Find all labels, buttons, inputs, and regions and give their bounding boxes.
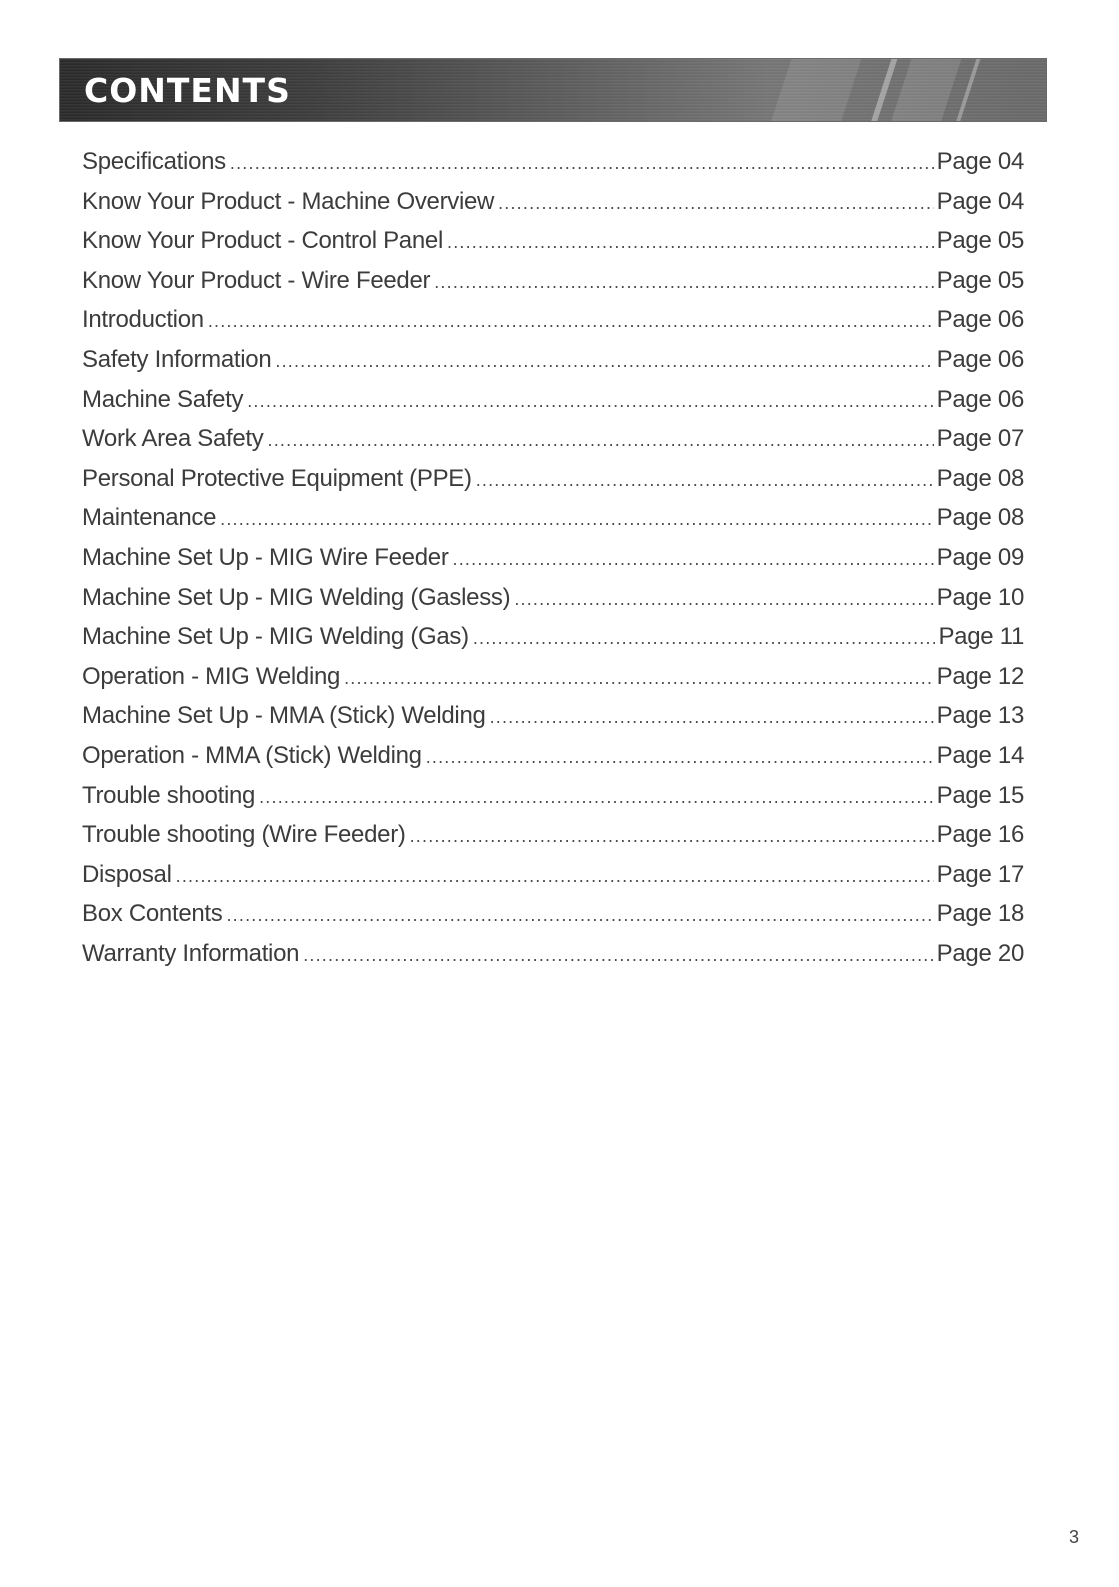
toc-entry-title: Disposal	[82, 860, 172, 888]
toc-entry-title: Box Contents	[82, 900, 223, 928]
toc-entry-title: Machine Safety	[82, 385, 244, 413]
toc-entry-page: Page 06	[936, 345, 1024, 373]
toc-dot-leader	[208, 302, 934, 342]
toc-entry-page: Page 12	[936, 662, 1024, 690]
toc-entry-page: Page 15	[936, 781, 1024, 809]
toc-entry[interactable]	[82, 736, 1024, 776]
toc-entry[interactable]	[82, 776, 1024, 816]
toc-entry[interactable]	[82, 934, 1024, 974]
toc-entry[interactable]	[82, 459, 1024, 499]
toc-entry-title: Know Your Product - Machine Overview	[82, 187, 495, 215]
toc-entry[interactable]	[82, 419, 1024, 459]
toc-dot-leader	[498, 184, 934, 224]
toc-entry-page: Page 14	[936, 741, 1024, 769]
toc-entry-title: Machine Set Up - MIG Wire Feeder	[82, 543, 449, 571]
toc-dot-leader	[275, 342, 933, 382]
toc-entry-title: Safety Information	[82, 345, 272, 373]
toc-dot-leader	[303, 936, 933, 976]
toc-dot-leader	[447, 223, 934, 263]
toc-entry-page: Page 13	[936, 702, 1024, 730]
toc-entry-page: Page 11	[938, 623, 1024, 651]
toc-dot-leader	[473, 619, 936, 659]
toc-entry-title: Trouble shooting (Wire Feeder)	[82, 821, 406, 849]
toc-entry-page: Page 09	[936, 543, 1024, 571]
toc-entry-page: Page 04	[936, 187, 1024, 215]
toc-entry-page: Page 06	[936, 306, 1024, 334]
toc-dot-leader	[268, 421, 934, 461]
toc-entry[interactable]	[82, 657, 1024, 697]
toc-entry[interactable]	[82, 261, 1024, 301]
toc-dot-leader	[344, 659, 934, 699]
toc-entry-page: Page 16	[936, 821, 1024, 849]
toc-dot-leader	[476, 461, 934, 501]
toc-entry[interactable]	[82, 182, 1024, 222]
toc-entry-page: Page 06	[936, 385, 1024, 413]
page-title: CONTENTS	[84, 71, 291, 110]
toc-entry-title: Personal Protective Equipment (PPE)	[82, 464, 472, 492]
toc-entry[interactable]	[82, 855, 1024, 895]
header-decor-stripe	[765, 58, 864, 122]
toc-entry-title: Maintenance	[82, 504, 217, 532]
toc-entry-title: Work Area Safety	[82, 425, 264, 453]
toc-entry[interactable]	[82, 538, 1024, 578]
toc-entry-page: Page 05	[936, 227, 1024, 255]
toc-entry[interactable]	[82, 815, 1024, 855]
toc-entry-page: Page 20	[936, 939, 1024, 967]
toc-dot-leader	[410, 817, 934, 857]
toc-entry-title: Introduction	[82, 306, 204, 334]
toc-entry-title: Trouble shooting	[82, 781, 256, 809]
toc-entry-page: Page 08	[936, 504, 1024, 532]
toc-entry-page: Page 17	[936, 860, 1024, 888]
toc-entry[interactable]	[82, 696, 1024, 736]
contents-header-bar	[59, 58, 1047, 122]
toc-dot-leader	[453, 540, 934, 580]
toc-entry[interactable]	[82, 142, 1024, 182]
toc-entry[interactable]	[82, 498, 1024, 538]
toc-entry-page: Page 18	[936, 900, 1024, 928]
toc-entry-page: Page 04	[936, 148, 1024, 175]
page-number: 3	[1068, 1527, 1079, 1547]
toc-dot-leader	[247, 382, 933, 422]
toc-entry-title: Machine Set Up - MIG Welding (Gas)	[82, 623, 469, 651]
toc-entry-title: Machine Set Up - MMA (Stick) Welding	[82, 702, 486, 730]
toc-entry[interactable]	[82, 617, 1024, 657]
toc-entry-title: Warranty Information	[82, 939, 300, 967]
toc-dot-leader	[259, 778, 934, 818]
table-of-contents	[82, 142, 1024, 973]
toc-entry[interactable]	[82, 578, 1024, 618]
toc-dot-leader	[230, 144, 934, 184]
toc-dot-leader	[514, 580, 933, 620]
toc-dot-leader	[226, 896, 933, 936]
toc-entry-title: Machine Set Up - MIG Welding (Gasless)	[82, 583, 511, 611]
toc-entry-page: Page 10	[936, 583, 1024, 611]
toc-entry[interactable]	[82, 380, 1024, 420]
toc-dot-leader	[426, 738, 934, 778]
toc-entry-page: Page 08	[936, 464, 1024, 492]
toc-dot-leader	[220, 500, 934, 540]
toc-dot-leader	[176, 857, 934, 897]
toc-entry-title: Operation - MIG Welding	[82, 662, 341, 690]
toc-entry-title: Know Your Product - Control Panel	[82, 227, 443, 255]
toc-entry-page: Page 05	[936, 266, 1024, 294]
toc-entry[interactable]	[82, 221, 1024, 261]
toc-entry-title: Operation - MMA (Stick) Welding	[82, 741, 422, 769]
header-decor-stripe	[885, 58, 964, 122]
toc-dot-leader	[434, 263, 933, 303]
toc-entry-title: Specifications	[82, 148, 226, 175]
toc-entry-page: Page 07	[936, 425, 1024, 453]
toc-dot-leader	[490, 698, 934, 738]
toc-entry[interactable]	[82, 340, 1024, 380]
toc-entry[interactable]	[82, 300, 1024, 340]
toc-entry-title: Know Your Product - Wire Feeder	[82, 266, 431, 294]
toc-entry[interactable]	[82, 894, 1024, 934]
